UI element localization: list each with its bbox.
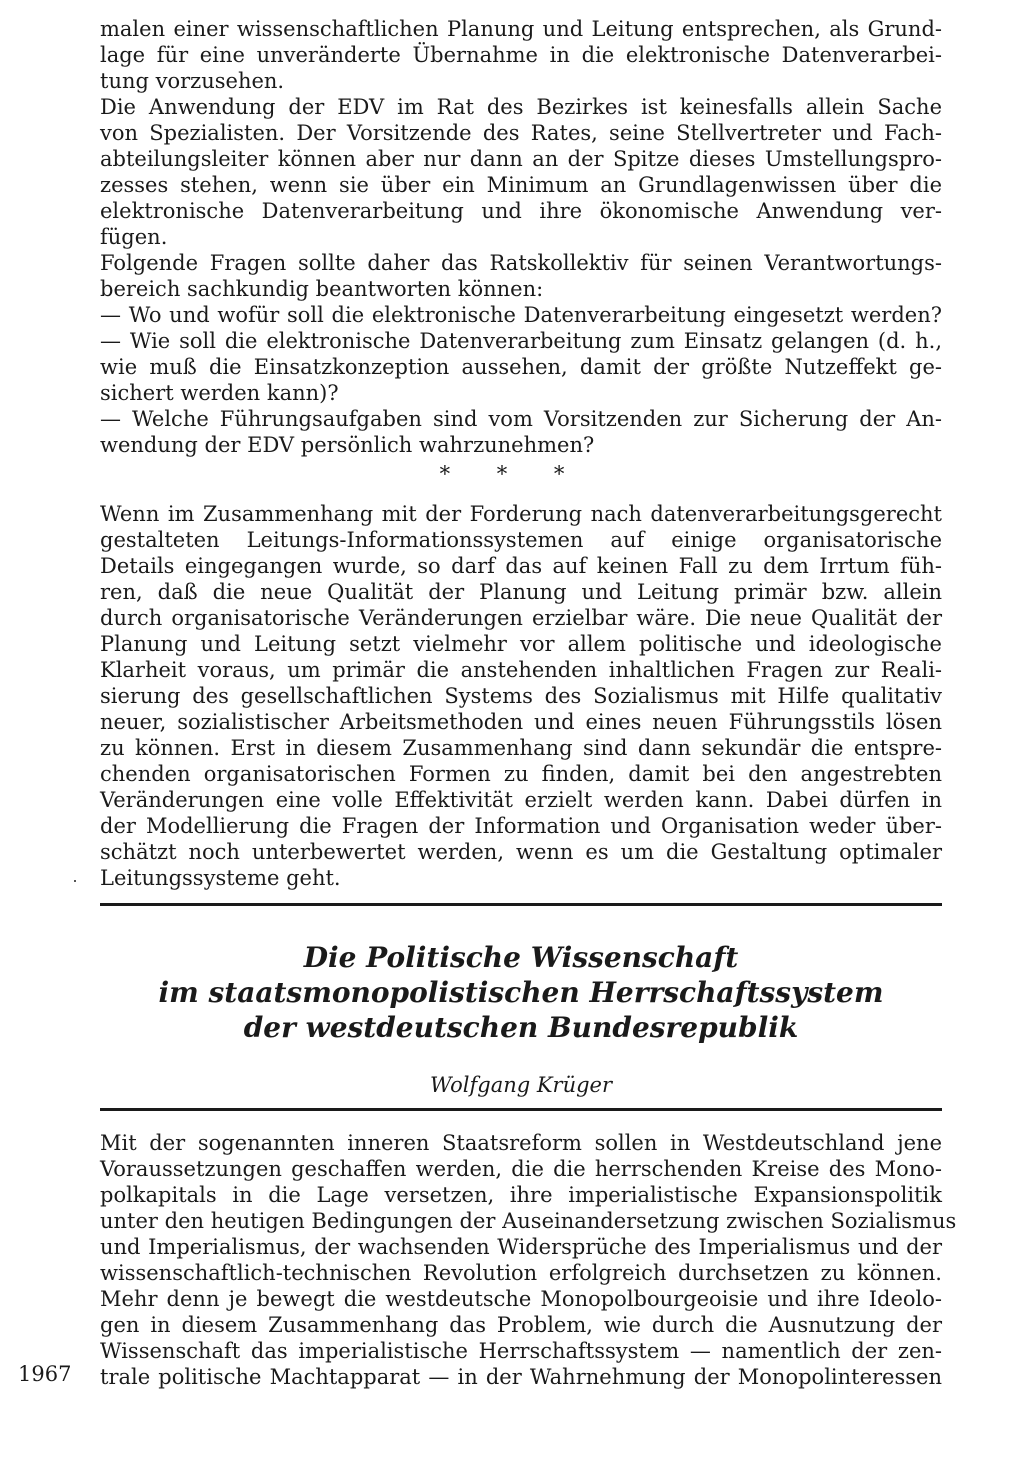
text-line: Veränderungen eine volle Effektivität erzielt werden kann. Dabei dürfen in (100, 788, 942, 812)
text-line: sierung des gesellschaftlichen Systems des Sozialismus mit Hilfe qualitativ (100, 684, 942, 708)
text-block-organisation (100, 501, 942, 891)
list-item-line: sichert werden kann)? (100, 381, 339, 405)
list-item-line: wie muß die Einsatzkonzeption aussehen, damit der größte Nutzeffekt ge- (100, 355, 942, 379)
list-item-line: — Wo und wofür soll die elektronische Datenverarbeitung eingesetzt werden? (100, 303, 942, 327)
text-line: gestalteten Leitungs-Informationssystemen auf einige organisatorische (100, 528, 942, 552)
text-line: Planung und Leitung setzt vielmehr vor allem politische und ideologische (100, 632, 942, 656)
text-block-edv (100, 16, 942, 458)
text-line: zesses stehen, wenn sie über ein Minimum an Grundlagenwissen über die (100, 173, 942, 197)
section-separator: * * * (439, 462, 585, 486)
scan-speck (74, 880, 76, 882)
bottom-divider-rule (100, 1108, 942, 1111)
text-line: zu können. Erst in diesem Zusammenhang sind dann sekundär die entspre- (100, 736, 942, 760)
text-line: tung vorzusehen. (100, 69, 285, 93)
article-title (100, 940, 942, 1045)
text-line: wissenschaftlich-technischen Revolution erfolgreich durchsetzen zu können. (100, 1261, 942, 1285)
text-line: ren, daß die neue Qualität der Planung und Leitung primär bzw. allein (100, 580, 942, 604)
text-line: Leitungssysteme geht. (100, 866, 341, 890)
text-line: trale politische Machtapparat — in der Wahrnehmung der Monopolinteressen (100, 1365, 942, 1389)
title-line: der westdeutschen Bundesrepublik (243, 1011, 799, 1044)
text-line: gen in diesem Zusammenhang das Problem, wie durch die Ausnutzung der (100, 1313, 942, 1337)
text-line: Klarheit voraus, um primär die anstehenden inhaltlichen Fragen zur Reali- (100, 658, 942, 682)
text-line: Wissenschaft das imperialistische Herrschaftssystem — namentlich der zen- (100, 1339, 942, 1363)
text-line: elektronische Datenverarbeitung und ihre ökonomische Anwendung ver- (100, 199, 942, 223)
text-line: Details eingegangen wurde, so darf das auf keinen Fall zu dem Irrtum füh- (100, 554, 942, 578)
text-line: Folgende Fragen sollte daher das Ratskollektiv für seinen Verantwortungs- (100, 251, 942, 275)
title-line: Die Politische Wissenschaft (303, 941, 739, 974)
list-item-line: — Welche Führungsaufgaben sind vom Vorsitzenden zur Sicherung der An- (100, 407, 942, 431)
text-line: lage für eine unveränderte Übernahme in die elektronische Datenverarbei- (100, 43, 942, 67)
text-block-article-body (100, 1130, 957, 1390)
text-line: durch organisatorische Veränderungen erzielbar wäre. Die neue Qualität der (100, 606, 942, 630)
text-line: unter den heutigen Bedingungen der Auseinandersetzung zwischen Sozialismus (100, 1209, 957, 1233)
text-line: von Spezialisten. Der Vorsitzende des Rates, seine Stellvertreter und Fach- (100, 121, 942, 145)
text-line: abteilungsleiter können aber nur dann an der Spitze dieses Umstellungspro- (100, 147, 942, 171)
text-line: chenden organisatorischen Formen zu finden, damit bei den angestrebten (100, 762, 942, 786)
list-item-line: — Wie soll die elektronische Datenverarbeitung zum Einsatz gelangen (d. h., (100, 329, 942, 353)
text-line: Die Anwendung der EDV im Rat des Bezirkes ist keinesfalls allein Sache (100, 95, 942, 119)
text-line: und Imperialismus, der wachsenden Widersprüche des Imperialismus und der (100, 1235, 942, 1259)
text-line: Voraussetzungen geschaffen werden, die die herrschenden Kreise des Mono- (100, 1157, 942, 1181)
list-item-line: wendung der EDV persönlich wahrzunehmen? (100, 433, 595, 457)
title-line: im staatsmonopolistischen Herrschaftssystem (158, 976, 884, 1009)
page-number: 1967 (18, 1362, 72, 1386)
text-line: neuer, sozialistischer Arbeitsmethoden und eines neuen Führungsstils lösen (100, 710, 942, 734)
text-line: der Modellierung die Fragen der Information und Organisation weder über- (100, 814, 942, 838)
text-line: Wenn im Zusammenhang mit der Forderung nach datenverarbeitungsgerecht (100, 502, 942, 526)
top-divider-rule (100, 903, 942, 906)
text-line: bereich sachkundig beantworten können: (100, 277, 544, 301)
text-line: fügen. (100, 225, 168, 249)
text-line: schätzt noch unterbewertet werden, wenn es um die Gestaltung optimaler (100, 840, 942, 864)
text-line: polkapitals in die Lage versetzen, ihre imperialistische Expansionspolitik (100, 1183, 942, 1207)
text-line: Mehr denn je bewegt die westdeutsche Monopolbourgeoisie und ihre Ideolo- (100, 1287, 942, 1311)
text-line: malen einer wissenschaftlichen Planung und Leitung entsprechen, als Grund- (100, 17, 942, 41)
text-line: Mit der sogenannten inneren Staatsreform sollen in Westdeutschland jene (100, 1131, 942, 1155)
article-author: Wolfgang Krüger (429, 1073, 613, 1097)
